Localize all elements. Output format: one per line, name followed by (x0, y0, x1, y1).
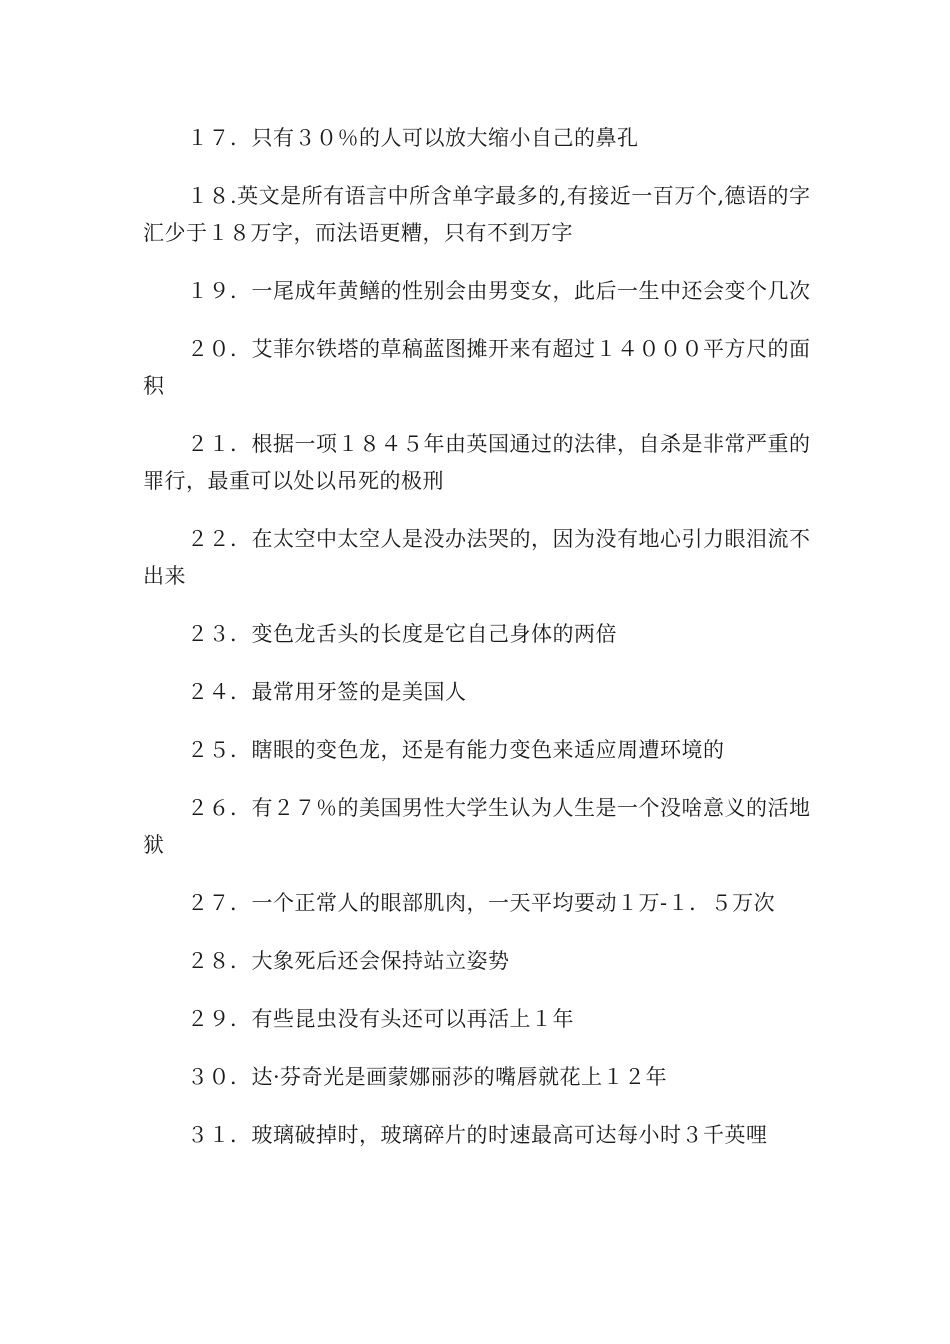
paragraph-21: ２１．根据一项１８４５年由英国通过的法律，自杀是非常严重的罪行，最重可以处以吊死的极刑 (143, 432, 811, 493)
paragraph-31: ３１．玻璃破掉时，玻璃碎片的时速最高可达每小时３千英哩 (187, 1123, 768, 1147)
paragraph-19: １９．一尾成年黄鳝的性别会由男变女，此后一生中还会变个几次 (187, 279, 811, 303)
paragraph-25: ２５．瞎眼的变色龙，还是有能力变色来适应周遭环境的 (187, 738, 725, 762)
paragraph-22: ２２．在太空中太空人是没办法哭的，因为没有地心引力眼泪流不出来 (143, 527, 811, 588)
paragraph-30: ３０．达·芬奇光是画蒙娜丽莎的嘴唇就花上１２年 (187, 1065, 668, 1089)
paragraph-23: ２３．变色龙舌头的长度是它自己身体的两倍 (187, 622, 617, 646)
paragraph-24: ２４．最常用牙签的是美国人 (187, 680, 467, 704)
document-body (143, 120, 813, 1175)
paragraph-27: ２７．一个正常人的眼部肌肉，一天平均要动１万-１．５万次 (187, 891, 776, 915)
paragraph-17: １７．只有３０％的人可以放大缩小自己的鼻孔 (187, 126, 639, 150)
paragraph-28: ２８．大象死后还会保持站立姿势 (187, 949, 510, 973)
paragraph-18: １８.英文是所有语言中所含单字最多的,有接近一百万个,德语的字汇少于１８万字，而法语更糟，只有不到万字 (143, 184, 811, 245)
paragraph-20: ２０．艾菲尔铁塔的草稿蓝图摊开来有超过１４０００平方尺的面积 (143, 337, 811, 398)
paragraph-26: ２６．有２７％的美国男性大学生认为人生是一个没啥意义的活地狱 (143, 796, 811, 857)
paragraph-29: ２９．有些昆虫没有头还可以再活上１年 (187, 1007, 574, 1031)
